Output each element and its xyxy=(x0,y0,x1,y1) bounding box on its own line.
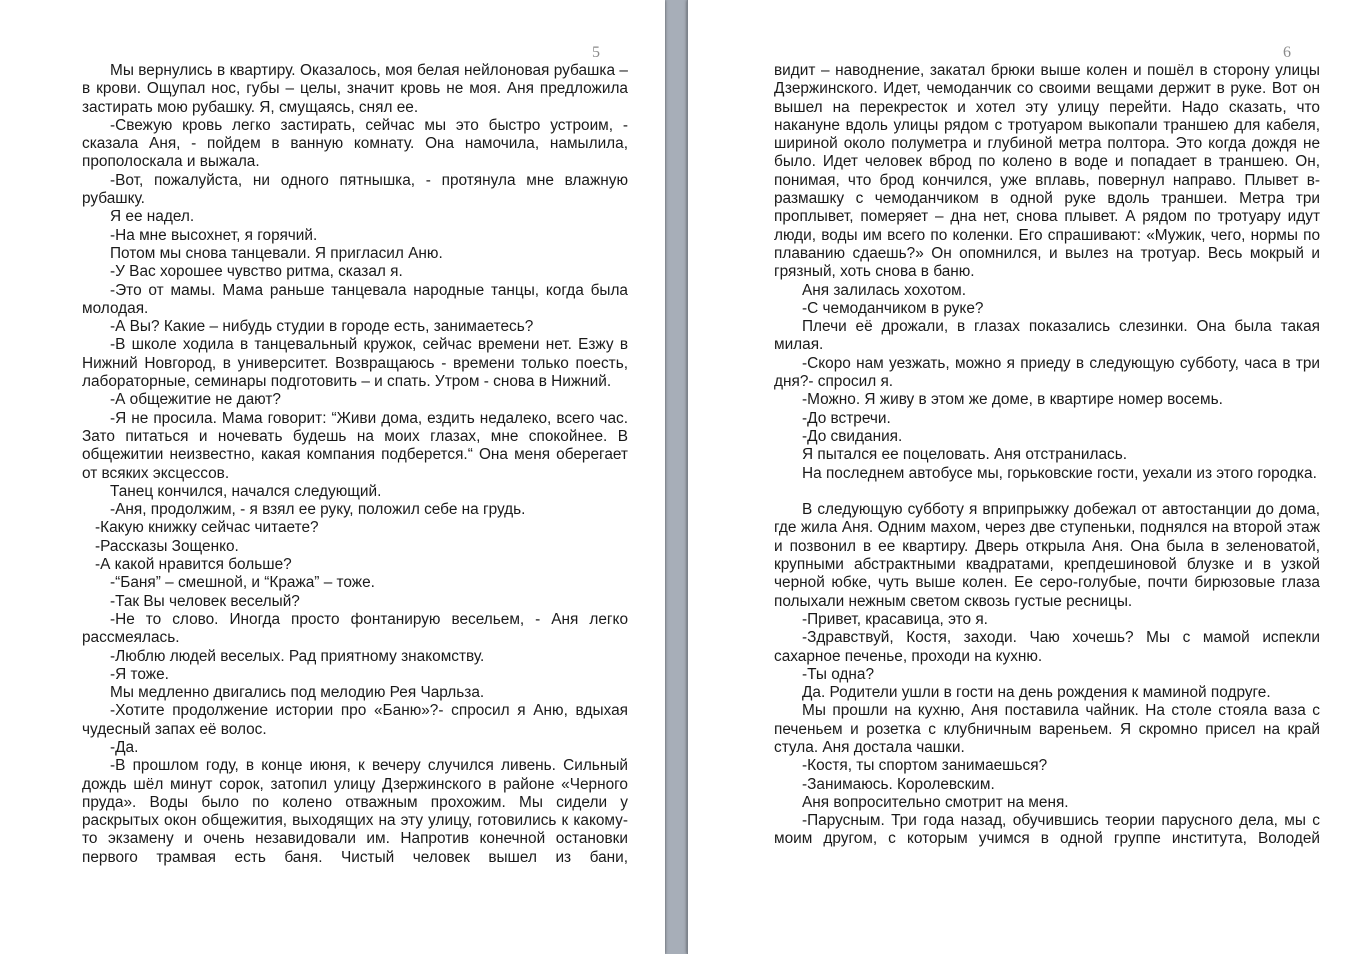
paragraph: -На мне высохнет, я горячий. xyxy=(110,226,318,244)
paragraph: Потом мы снова танцевали. Я пригласил Аню. xyxy=(110,244,443,262)
paragraph: -Ты одна? xyxy=(802,665,875,683)
paragraph: -Костя, ты спортом занимаешься? xyxy=(802,757,1048,775)
paragraph: -С чемоданчиком в руке? xyxy=(802,299,984,317)
paragraph: -Занимаюсь. Королевским. xyxy=(802,775,995,793)
page-text xyxy=(82,62,628,867)
paragraph: -Я не просила. Мама говорит: “Живи дома, ездить недалеко, всего час. Зато питаться и ночевать будешь на моих глазах, мне спокойнее. В общежитии неизвестно, какая компания подберется.“ Она меня оберегает от всяких эксцессов. xyxy=(82,409,628,482)
paragraph: -До свидания. xyxy=(802,427,903,445)
paragraph: Плечи её дрожали, в глазах показались слезинки. Она была такая милая. xyxy=(774,318,1320,354)
paragraph: -Не то слово. Иногда просто фонтанирую весельем, - Аня легко рассмеялась. xyxy=(82,610,628,647)
paragraph: -В школе ходила в танцевальный кружок, сейчас времени нет. Езжу в Нижний Новгород, в университет. Возвращаюсь - времени только поесть, лабораторные, семинары подготовить – и спать. Утром - снова в Нижний. xyxy=(82,336,628,391)
blank-line xyxy=(774,483,1320,501)
paragraph: -“Баня” – смешной, и “Кража” – тоже. xyxy=(110,574,375,592)
page-text xyxy=(774,62,1320,849)
paragraph: -До встречи. xyxy=(802,409,891,427)
paragraph: -А какой нравится больше? xyxy=(95,556,292,574)
paragraph: -Хотите продолжение истории про «Баню»?- спросил я Аню, вдыхая чудесный запах её волос. xyxy=(82,702,628,738)
paragraph: -А Вы? Какие – нибудь студии в городе есть, занимаетесь? xyxy=(110,318,534,336)
page-5 xyxy=(0,0,665,954)
paragraph: Танец кончился, начался следующий. xyxy=(110,482,382,500)
paragraph: -Да. xyxy=(110,738,139,756)
paragraph: На последнем автобусе мы, горьковские гости, уехали из этого городка. xyxy=(802,464,1317,482)
paragraph: -Парусным. Три года назад, обучившись теории парусного дела, мы с моим другом, с которым учимся в одной группе института, Володей xyxy=(774,812,1320,848)
paragraph: -Здравствуй, Костя, заходи. Чаю хочешь? Мы с мамой испекли сахарное печенье, проходи на кухню. xyxy=(774,629,1320,665)
paragraph: Я ее надел. xyxy=(110,208,195,226)
paragraph: -Привет, красавица, это я. xyxy=(802,610,988,628)
paragraph: -В прошлом году, в конце июня, к вечеру случился ливень. Сильный дождь шёл минут сорок, затопил улицу Дзержинского в районе «Черного пруда». Воды было по колено отважным прохожим. Мы сидели у раскрытых окон общежития, выходящих на эту улицу, готовились к какому-то экзамену и очень незавидовали им. Напротив конечной остановки первого трамвая есть баня. Чистый человек вышел из бани, xyxy=(82,757,628,866)
paragraph: -Можно. Я живу в этом же доме, в квартире номер восемь. xyxy=(802,391,1223,409)
paragraph: -Аня, продолжим, - я взял ее руку, положил себе на грудь. xyxy=(110,501,526,519)
paragraph: -Так Вы человек веселый? xyxy=(110,592,300,610)
paragraph: Я пытался ее поцеловать. Аня отстранилась. xyxy=(802,446,1128,464)
paragraph: -Вот, пожалуйста, ни одного пятнышка, - протянула мне влажную рубашку. xyxy=(82,171,628,208)
paragraph: -У Вас хорошее чувство ритма, сказал я. xyxy=(110,263,403,281)
paragraph: -Какую книжку сейчас читаете? xyxy=(95,519,319,537)
paragraph: -Я тоже. xyxy=(110,665,169,683)
paragraph: -Рассказы Зощенко. xyxy=(95,537,239,555)
paragraph: -Скоро нам уезжать, можно я приеду в следующую субботу, часа в три дня?- спросил я. xyxy=(774,354,1320,391)
paragraph: Мы медленно двигались под мелодию Рея Чарльза. xyxy=(110,684,485,702)
paragraph: -А общежитие не дают? xyxy=(110,391,281,409)
paragraph: Аня залилась хохотом. xyxy=(802,281,967,299)
paragraph: -Это от мамы. Мама раньше танцевала народные танцы, когда была молодая. xyxy=(82,281,628,317)
paragraph: Да. Родители ушли в гости на день рождения к маминой подруге. xyxy=(802,684,1271,702)
paragraph: Мы прошли на кухню, Аня поставила чайник. На столе стояла ваза с печеньем и розетка с клубничным вареньем. Я скромно присел на край стула. Аня достала чашки. xyxy=(774,702,1320,756)
page-number: 5 xyxy=(592,44,600,61)
page-6 xyxy=(687,0,1360,954)
paragraph: -Свежую кровь легко застирать, сейчас мы это быстро устроим, - сказала Аня, - пойдем в ванную комнату. Она намочила, намылила, прополоскала и выжала. xyxy=(82,116,628,171)
paragraph: видит – наводнение, закатал брюки выше колен и пошёл в сторону улицы Дзержинского. Идет, чемоданчик со своими вещами держит в руке. Вот он вышел на перекресток и хотел эту улицу перейти. Надо сказать, что накануне вдоль улицы рядом с тротуаром выкопали траншею для кабеля, шириной около полуметра и глубиной метра полтора. Это когда дождя не было. Идет человек вброд по колено в воде и попадает в траншею. Он, понимая, что брод кончился, уже вплавь, повернул направо. Плывет в-размашку с чемоданчиком в одной руке вдоль траншеи. Метра три проплывет, померяет – дна нет, снова плывет. А рядом по тротуару идут люди, воды им всего по коленки. Его спрашивают: «Мужик, чего, нормы по плаванию сдаешь?» Он опомнился, и вылез на тротуар. Весь мокрый и грязный, хоть снова в баню. xyxy=(774,62,1320,281)
page-number: 6 xyxy=(1283,44,1291,61)
paragraph: Аня вопросительно смотрит на меня. xyxy=(802,793,1069,811)
paragraph: -Люблю людей веселых. Рад приятному знакомству. xyxy=(110,647,485,665)
paragraph: Мы вернулись в квартиру. Оказалось, моя белая нейлоновая рубашка – в крови. Ощупал нос, губы – целы, значит кровь не моя. Аня предложила застирать мою рубашку. Я, смущаясь, снял ее. xyxy=(82,62,628,116)
paragraph: В следующую субботу я вприпрыжку добежал от автостанции до дома, где жила Аня. Одним махом, через две ступеньки, поднялся на второй этаж и позвонил в ее квартиру. Дверь открыла Аня. Она была в зеленоватой, крупными абстрактными квадратами, крепдешиновой блузке и в узкой черной юбке, чуть выше колен. Ее серо-голубые, почти бирюзовые глаза полыхали нежным светом сквозь густые ресницы. xyxy=(774,501,1320,610)
